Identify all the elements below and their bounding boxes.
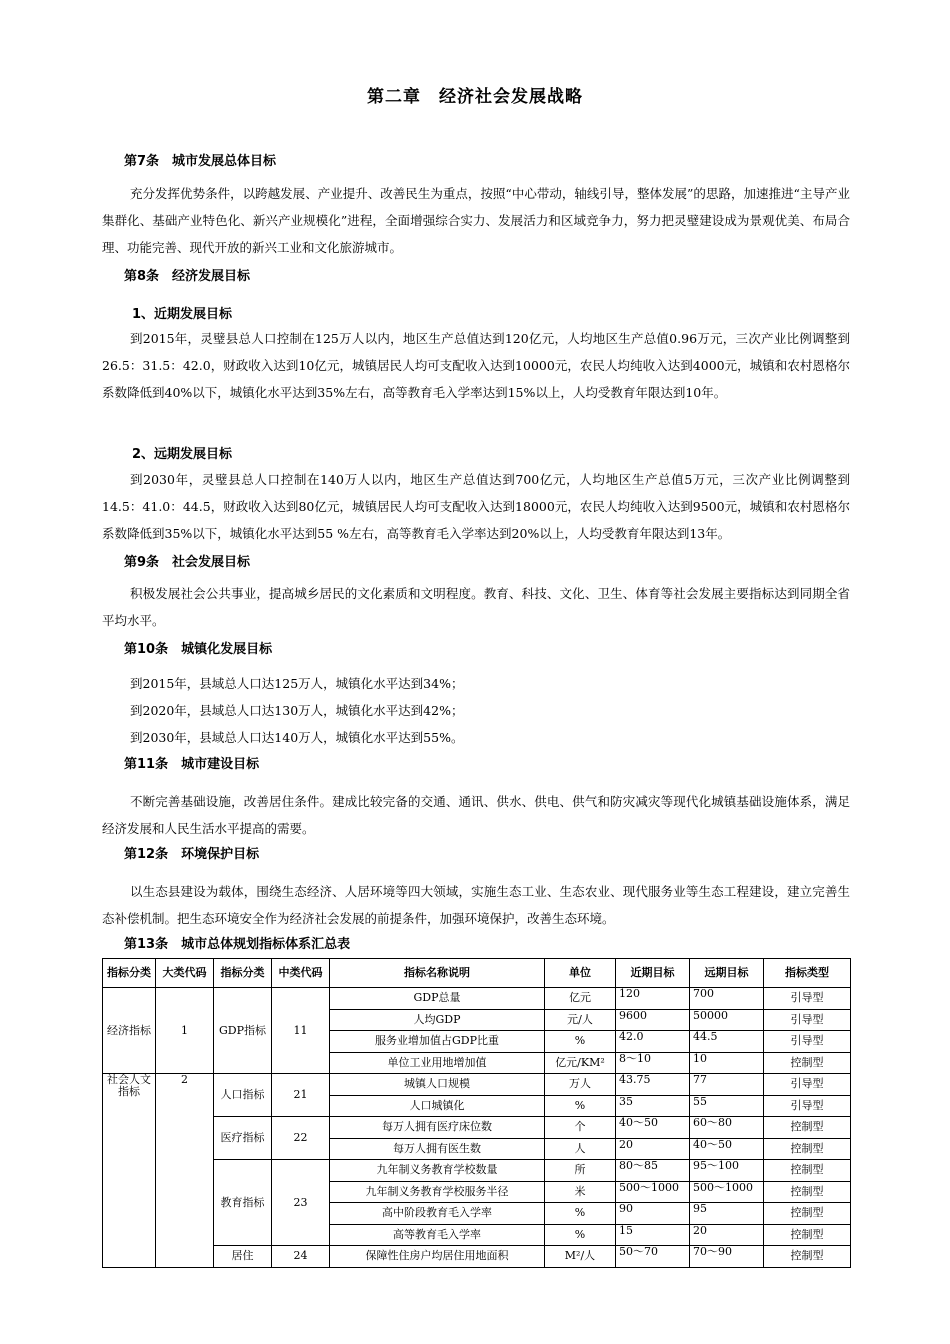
- header-cell: 指标名称说明: [330, 959, 545, 988]
- indicator-unit: %: [545, 1031, 616, 1053]
- minor-code-cell: 11: [272, 988, 330, 1074]
- indicator-unit: 所: [545, 1160, 616, 1182]
- indicator-unit: 亿元: [545, 988, 616, 1010]
- subcategory-cell: 居住: [214, 1246, 272, 1268]
- far-target: 60～80: [690, 1117, 764, 1139]
- indicator-type: 控制型: [764, 1224, 851, 1246]
- article-9-text: 积极发展社会公共事业，提高城乡居民的文化素质和文明程度。教育、科技、文化、卫生、体育等社会发展主要指标达到同期全省平均水平。: [102, 586, 850, 628]
- indicator-name: 保障性住房户均居住用地面积: [330, 1246, 545, 1268]
- header-cell: 大类代码: [156, 959, 214, 988]
- table-row: [103, 1246, 851, 1268]
- far-target: 70～90: [690, 1246, 764, 1268]
- urbanization-line-2030: 到2030年，县域总人口达140万人，城镇化水平达到55%。: [130, 730, 464, 745]
- near-target: 35: [616, 1095, 690, 1117]
- near-target: 9600: [616, 1009, 690, 1031]
- indicator-type: 引导型: [764, 1009, 851, 1031]
- header-cell: 指标分类: [103, 959, 156, 988]
- indicator-unit: %: [545, 1095, 616, 1117]
- near-target: 42.0: [616, 1031, 690, 1053]
- article-11-heading: 第11条 城市建设目标: [124, 757, 260, 772]
- indicator-type: 控制型: [764, 1160, 851, 1182]
- near-target: 500～1000: [616, 1181, 690, 1203]
- minor-code-cell: 22: [272, 1117, 330, 1160]
- category-cell: 社会人文指标: [103, 1074, 156, 1268]
- far-target: 500～1000: [690, 1181, 764, 1203]
- indicator-unit: 米: [545, 1181, 616, 1203]
- minor-code-cell: 23: [272, 1160, 330, 1246]
- subcategory-cell: 人口指标: [214, 1074, 272, 1117]
- near-term-text: 到2015年，灵璧县总人口控制在125万人以内，地区生产总值达到120亿元，人均地区生产总值0.96万元，三次产业比例调整到26.5：31.5：42.0，财政收入达到10亿元，城镇居民人均可支配收入达到10000元，农民人均纯收入达到4000元，城镇和农村恩格尔系数降低到40%以下，城镇化水平达到35%左右，高等教育毛入学率达到15%以上，人均受教育年限达到10年。: [102, 331, 850, 400]
- article-12-text: 以生态县建设为载体，围绕生态经济、人居环境等四大领域，实施生态工业、生态农业、现代服务业等生态工程建设，建立完善生态补偿机制。把生态环境安全作为经济社会发展的前提条件，加强环境保护，改善生态环境。: [102, 884, 850, 926]
- indicator-unit: 元/人: [545, 1009, 616, 1031]
- indicator-name: 每万人拥有医疗床位数: [330, 1117, 545, 1139]
- article-10-heading: 第10条 城镇化发展目标: [124, 642, 273, 657]
- indicator-unit: %: [545, 1203, 616, 1225]
- indicator-type: 控制型: [764, 1203, 851, 1225]
- indicator-name: 人均GDP: [330, 1009, 545, 1031]
- near-target: 15: [616, 1224, 690, 1246]
- indicator-unit: 个: [545, 1117, 616, 1139]
- indicator-summary-table: [102, 958, 851, 1268]
- header-cell: 远期目标: [690, 959, 764, 988]
- indicator-name: 服务业增加值占GDP比重: [330, 1031, 545, 1053]
- chapter-title: 第二章 经济社会发展战略: [367, 87, 583, 107]
- article-12-heading: 第12条 环境保护目标: [124, 847, 260, 862]
- subcategory-cell: 教育指标: [214, 1160, 272, 1246]
- indicator-name: GDP总量: [330, 988, 545, 1010]
- indicator-name: 高等教育毛入学率: [330, 1224, 545, 1246]
- indicator-type: 控制型: [764, 1138, 851, 1160]
- indicator-type: 引导型: [764, 1095, 851, 1117]
- header-cell: 指标类型: [764, 959, 851, 988]
- article-11-text: 不断完善基础设施，改善居住条件。建成比较完备的交通、通讯、供水、供电、供气和防灾减灾等现代化城镇基础设施体系，满足经济发展和人民生活水平提高的需要。: [102, 794, 850, 836]
- article-7-heading: 第7条 城市发展总体目标: [124, 154, 277, 169]
- major-code-cell: 2: [156, 1074, 214, 1268]
- indicator-type: 控制型: [764, 1246, 851, 1268]
- indicator-name: 单位工业用地增加值: [330, 1052, 545, 1074]
- far-target: 95: [690, 1203, 764, 1225]
- far-target: 20: [690, 1224, 764, 1246]
- minor-code-cell: 24: [272, 1246, 330, 1268]
- indicator-type: 引导型: [764, 1031, 851, 1053]
- urbanization-line-2015: 到2015年，县域总人口达125万人，城镇化水平达到34%；: [130, 676, 464, 691]
- indicator-name: 高中阶段教育毛入学率: [330, 1203, 545, 1225]
- category-cell: 经济指标: [103, 988, 156, 1074]
- indicator-unit: 亿元/KM²: [545, 1052, 616, 1074]
- far-target: 44.5: [690, 1031, 764, 1053]
- indicator-unit: M²/人: [545, 1246, 616, 1268]
- indicator-type: 引导型: [764, 1074, 851, 1096]
- table-row: [103, 1160, 851, 1182]
- near-target: 50～70: [616, 1246, 690, 1268]
- article-9-heading: 第9条 社会发展目标: [124, 555, 251, 570]
- far-target: 77: [690, 1074, 764, 1096]
- far-target: 700: [690, 988, 764, 1010]
- article-7-text: 充分发挥优势条件，以跨越发展、产业提升、改善民生为重点，按照“中心带动，轴线引导，整体发展”的思路，加速推进“主导产业集群化、基础产业特色化、新兴产业规模化”进程，全面增强综合实力、发展活力和区域竞争力，努力把灵璧建设成为景观优美、布局合理、功能完善、现代开放的新兴工业和文化旅游城市。: [102, 186, 850, 255]
- indicator-unit: %: [545, 1224, 616, 1246]
- header-cell: 近期目标: [616, 959, 690, 988]
- minor-code-cell: 21: [272, 1074, 330, 1117]
- indicator-name: 城镇人口规模: [330, 1074, 545, 1096]
- indicator-type: 控制型: [764, 1052, 851, 1074]
- far-target: 40～50: [690, 1138, 764, 1160]
- subcategory-cell: 医疗指标: [214, 1117, 272, 1160]
- major-code-cell: 1: [156, 988, 214, 1074]
- near-target: 90: [616, 1203, 690, 1225]
- near-target: 40～50: [616, 1117, 690, 1139]
- indicator-name: 人口城镇化: [330, 1095, 545, 1117]
- table-row: [103, 1117, 851, 1139]
- header-cell: 单位: [545, 959, 616, 988]
- near-term-heading: 1、近期发展目标: [132, 307, 233, 322]
- urbanization-line-2020: 到2020年，县域总人口达130万人，城镇化水平达到42%；: [130, 703, 464, 718]
- header-cell: 指标分类: [214, 959, 272, 988]
- indicator-unit: 人: [545, 1138, 616, 1160]
- indicator-name: 九年制义务教育学校服务半径: [330, 1181, 545, 1203]
- header-cell: 中类代码: [272, 959, 330, 988]
- long-term-text: 到2030年，灵璧县总人口控制在140万人以内，地区生产总值达到700亿元，人均地区生产总值5万元，三次产业比例调整到14.5：41.0：44.5，财政收入达到80亿元，城镇居民人均可支配收入达到18000元，农民人均纯收入达到9500元，城镇和农村恩格尔系数降低到35%以下，城镇化水平达到55 %左右，高等教育毛入学率达到20%以上，人均受教育年限达到13年。: [102, 472, 850, 541]
- near-target: 43.75: [616, 1074, 690, 1096]
- near-target: 120: [616, 988, 690, 1010]
- article-13-heading: 第13条 城市总体规划指标体系汇总表: [124, 937, 351, 952]
- indicator-type: 控制型: [764, 1181, 851, 1203]
- indicator-name: 九年制义务教育学校数量: [330, 1160, 545, 1182]
- table-header-row: [103, 959, 851, 988]
- article-8-heading: 第8条 经济发展目标: [124, 269, 251, 284]
- indicator-type: 控制型: [764, 1117, 851, 1139]
- far-target: 50000: [690, 1009, 764, 1031]
- far-target: 55: [690, 1095, 764, 1117]
- table-row: [103, 988, 851, 1010]
- long-term-heading: 2、远期发展目标: [132, 447, 233, 462]
- far-target: 10: [690, 1052, 764, 1074]
- table-row: [103, 1074, 851, 1096]
- near-target: 80～85: [616, 1160, 690, 1182]
- near-target: 8～10: [616, 1052, 690, 1074]
- subcategory-cell: GDP指标: [214, 988, 272, 1074]
- indicator-type: 引导型: [764, 988, 851, 1010]
- indicator-unit: 万人: [545, 1074, 616, 1096]
- far-target: 95～100: [690, 1160, 764, 1182]
- near-target: 20: [616, 1138, 690, 1160]
- indicator-name: 每万人拥有医生数: [330, 1138, 545, 1160]
